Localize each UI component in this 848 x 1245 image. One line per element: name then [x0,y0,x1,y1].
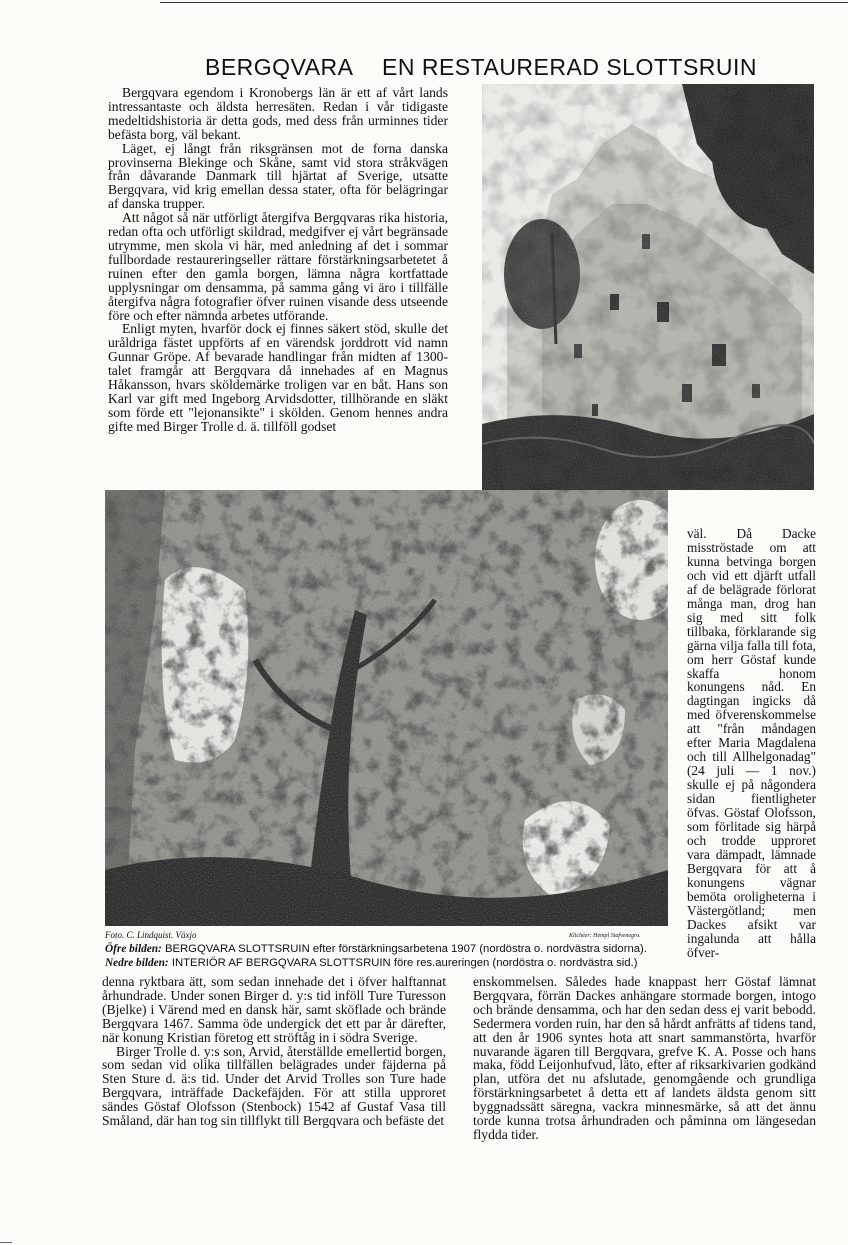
photo-ruin-interior [105,490,668,926]
photo-credit: Foto. C. Lindquist. Växjo [105,930,197,940]
captions [105,942,685,970]
page-title [0,54,848,82]
engraver-credit: Klichéer: Hempl Stafvenegro. [569,933,641,939]
bottom-left-column [102,975,446,1128]
caption-top [105,942,685,956]
caption-bottom-text: INTERIÖR AF BERGQVARA SLOTTSRUIN före res.aureringen (nordöstra o. nordvästra sid.) [171,957,638,969]
intro-paragraph: Enligt myten, hvarför dock ej finnes säkert stöd, skulle det uråldriga fästet uppförts af en värendsk jorddrott vid namn Gunnar Gröpe. Af bevarade handlingar från midten af 1300-talet framgår att Bergqvara då innehades af en Magnus Håkansson, hvars sköldemärke troligen var en båt. Hans son Karl var gift med Ingeborg Arvidsdotter, tillhörande en släkt som förde ett "lejonansikte" i skölden. Genom hennes andra gifte med Birger Trolle d. ä. tillföll godset [108,321,448,434]
bottom-right-paragraph: enskommelsen. Således hade knappast herr Göstaf lämnat Bergqvara, förrän Dackes anhängare stormade borgen, intogo och brände densamma, och har den sedan dess ej varit bebodd. Sedermera vorden ruin, har den så hårdt anfrätts af tidens tand, att den år 1906 syntes hota att snart sammanstörta, hvarför nuvarande ägaren till Bergqvara, grefve K. A. Posse och hans maka, född Leijonhufvud, läto, efter af riksarkivarien godkänd plan, utföra det nu afslutade, genomgående och grundliga förstärkningsarbetet å detta ett af landets äldsta genom sitt byggnadssätt säregna, vackra minnesmärke, så att det ännu torde kunna trotsa århundraden och påminna om längesedan flydda tider. [473,974,816,1142]
narrow-column [687,527,816,960]
narrow-paragraph: väl. Då Dacke misströstade om att kunna betvinga borgen och vid ett djärft utfall af de belägrade förlorat många man, drog han sig med sitt folk tillbaka, förklarande sig gärna vilja falla till fota, om herr Göstaf kunde skaffa honom konungens nåd. En dagtingan ingicks då med öfverenskommelse att "från måndagen efter Maria Magdalena och till Allhelgonadag" (24 juli — 1 nov.) skulle ej på någondera sidan fientligheter öfvas. Göstaf Olofsson, som förlitade sig härpå och trodde upproret vara dämpadt, lämnade Bergqvara för att å konungens vägnar bemöta oroligheterna i Västergötland; men Dackes afsikt var ingalunda att hålla öfver- [687,526,816,960]
bottom-left-paragraph: Birger Trolle d. y:s son, Arvid, återställde emellertid borgen, som sedan vid olika tillfällen belägrades under fäjderna på Sten Sture d. ä:s tid. Under det Arvid Trolles son Ture hade Bergqvara, inträffade Dackefäjden. För att stilla upproret sändes Göstaf Olofsson (Stenbock) 1542 af Gustaf Vasa till Småland, där han tog sin tillflykt till Bergqvara och befäste det [102,1043,446,1129]
title-slottsruin: EN RESTAURERAD SLOTTSRUIN [382,54,758,80]
caption-top-label: Öfre bilden: [105,943,162,955]
intro-paragraph: Att något så när utförligt återgifva Bergqvaras rika historia, redan ofta och utförligt skildrad, medgifver ej vårt begränsade utrymme, men skola vi här, med anledning af det i sommar fullbordade restaureringseller rättare förstärkningsarbetetet å ruinen efter den gamla borgen, lämna några kortfattade upplysningar om densamma, på samma gång vi äro i tillfälle återgifva några fotografier öfver ruinen visande dess utseende före och efter nämnda arbetes utförande. [108,210,448,323]
photo-ruin-exterior [482,84,814,490]
caption-top-text: BERGQVARA SLOTTSRUIN efter förstärkningsarbetena 1907 (nordöstra o. nordvästra sidorna). [164,943,647,955]
intro-column [108,86,448,434]
bottom-left-paragraph: denna ryktbara ätt, som sedan innehade det i öfver halftannat århundrade. Under sonen Birger d. y:s tid inföll Ture Turesson (Bjelke) i Värend med en dansk här, samt sköflade och brände Bergqvara 1467. Samma öde undergick det ett par år därefter, när konung Kristian företog ett ströftåg in i södra Sverige. [102,974,446,1045]
intro-paragraph: Bergqvara egendom i Kronobergs län är ett af vårt lands intressantaste och äldsta herresäten. Redan i vår tidigaste medeltidshistoria är detta gods, med dess från urminnes tider befästa borg, väl bekant. [108,85,448,142]
ruin-exterior-illustration [482,84,814,490]
intro-paragraph: Läget, ej långt från riksgränsen mot de forna danska provinserna Blekinge och Skåne, samt vid stora stråkvägen från dåvarande Danmark till hjärtat af Sverige, utsatte Bergqvara, vid krig emellan dessa stater, ofta för belägringar af danska trupper. [108,140,448,212]
caption-bottom [105,956,685,970]
ruin-interior-illustration [105,490,668,926]
edge-mark [0,1242,12,1243]
title-bergqvara: BERGQVARA [205,54,354,80]
bottom-right-column [473,975,816,1142]
caption-bottom-label: Nedre bilden: [105,957,169,969]
top-rule [160,2,848,3]
